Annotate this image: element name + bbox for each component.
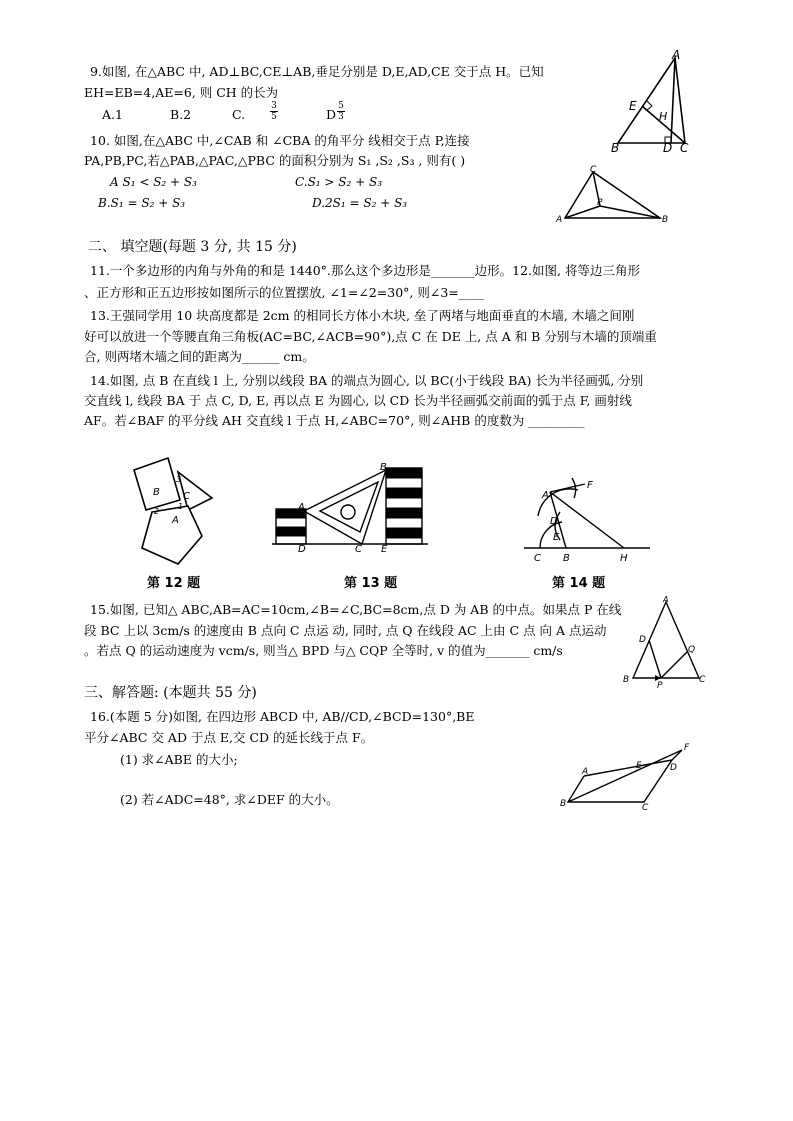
q16-sub1: (1) 求∠ABE 的大小;	[120, 752, 238, 767]
q10-option-d: D.2S₁ = S₂ + S₃	[312, 196, 408, 210]
q10-label-c: C	[590, 165, 597, 175]
q10-label-b: B	[662, 215, 669, 225]
q15-label-d: D	[639, 635, 646, 645]
q16-quadrilateral-figure	[556, 740, 696, 810]
q10-label-p: P	[597, 198, 603, 208]
q10-line1: 10. 如图,在△ABC 中,∠CAB 和 ∠CBA 的角平分 线相交于点 P,连接	[90, 133, 470, 148]
q14-label-e: E	[553, 532, 560, 543]
q10-line2: PA,PB,PC,若△PAB,△PAC,△PBC 的面积分别为 S₁ ,S₂ ,S₃ , 则有( )	[84, 153, 466, 168]
q11-line2: 、正方形和正五边形按如图所示的位置摆放, ∠1=∠2=30°, 则∠3=____	[84, 285, 484, 300]
caption-q12: 第 12 题	[147, 576, 201, 591]
q9-label-e: E	[629, 99, 637, 113]
q14-label-a: A	[542, 490, 549, 501]
q15-label-q: Q	[688, 645, 696, 655]
q13-line1: 13.王强同学用 10 块高度都是 2cm 的相同长方体小木块, 垒了两堵与地面垂直的木墙, 木墙之间刚	[90, 308, 635, 323]
q16-label-d: D	[670, 763, 677, 773]
q16-label-c: C	[642, 803, 649, 810]
q16-line2: 平分∠ABC 交 AD 于点 E,交 CD 的延长线于点 F。	[84, 730, 374, 745]
section-3-heading: 三、解答题: (本题共 55 分)	[84, 685, 257, 701]
caption-q14: 第 14 题	[552, 576, 606, 591]
q14-line2: 交直线 l, 线段 BA 于 点 C, D, E, 再以点 E 为圆心, 以 CD 长为半径画弧交前面的弧于点 F, 画射线	[84, 393, 632, 408]
q12-label-c: C	[183, 491, 190, 502]
q13-line3: 合, 则两堵木墙之间的距离为______ cm。	[84, 349, 315, 364]
q16-sub2: (2) 若∠ADC=48°, 求∠DEF 的大小。	[120, 792, 339, 807]
q15-label-b: B	[623, 675, 630, 685]
q16-label-f: F	[684, 743, 690, 753]
q13-label-e: E	[381, 544, 388, 555]
q13-walls-figure	[268, 458, 443, 558]
q9-label-b: B	[611, 141, 620, 155]
caption-q13: 第 13 题	[344, 576, 398, 591]
q9-option-c: C.	[232, 107, 246, 122]
q12-label-2: 2	[154, 507, 160, 516]
q16-label-a: A	[582, 767, 589, 777]
q15-label-a: A	[663, 595, 669, 604]
q14-line1: 14.如图, 点 B 在直线 l 上, 分别以线段 BA 的端点为圆心, 以 BC(小于线段 BA) 长为半径画弧, 分别	[90, 373, 644, 388]
q16-line1: 16.(本题 5 分)如图, 在四边形 ABCD 中, AB//CD,∠BCD=130°,BE	[90, 709, 475, 724]
q12-polygons-figure	[128, 452, 228, 572]
q11-line1: 11.一个多边形的内角与外角的和是 1440°.那么这个多边形是_______边形。12.如图, 将等边三角形	[90, 263, 640, 278]
section-2-heading: 二、 填空题(每题 3 分, 共 15 分)	[88, 239, 297, 255]
q14-construction-figure	[520, 474, 655, 570]
q10-label-a: A	[556, 215, 563, 225]
q9-label-h: H	[659, 110, 668, 123]
q14-label-c: C	[534, 553, 541, 564]
q10-option-a: A S₁ < S₂ + S₃	[110, 175, 197, 189]
q15-line3: 。若点 Q 的运动速度为 vcm/s, 则当△ BPD 与△ CQP 全等时, v 的值为_______ cm/s	[84, 643, 563, 658]
q12-label-3: 3	[176, 475, 182, 484]
q13-label-a: A	[298, 502, 305, 513]
q10-option-b: B.S₁ = S₂ + S₃	[98, 196, 186, 210]
q9-option-b: B.2	[170, 107, 192, 122]
q9-line1: 9.如图, 在△ABC 中, AD⊥BC,CE⊥AB,垂足分别是 D,E,AD,CE 交于点 H。已知	[90, 64, 544, 79]
q9-option-d: D	[326, 107, 337, 122]
q9-line2: EH=EB=4,AE=6, 则 CH 的长为	[84, 85, 279, 100]
q14-label-d: D	[550, 516, 558, 527]
q12-label-b: B	[153, 487, 160, 498]
q15-line1: 15.如图, 已知△ ABC,AB=AC=10cm,∠B=∠C,BC=8cm,点 D 为 AB 的中点。如果点 P 在线	[90, 602, 622, 617]
q9-triangle-figure	[605, 48, 695, 156]
q13-label-c: C	[355, 544, 362, 555]
q14-label-b: B	[563, 553, 570, 564]
q14-label-f: F	[587, 480, 593, 491]
q9-label-d: D	[663, 141, 673, 155]
q13-label-d: D	[298, 544, 306, 555]
q15-line2: 段 BC 上以 3cm/s 的速度由 B 点向 C 点运 动, 同时, 点 Q 在线段 AC 上由 C 点 向 A 点运动	[84, 623, 607, 638]
q15-label-p: P	[657, 681, 663, 690]
q12-label-1: 1	[178, 502, 184, 511]
q9-label-a: A	[672, 48, 681, 62]
q16-label-b: B	[560, 799, 567, 809]
q9-option-c-fraction: $\frac{3}{5}$	[271, 101, 277, 122]
q9-option-a: A.1	[102, 107, 123, 122]
q15-label-c: C	[699, 675, 706, 685]
q9-option-d-fraction: $\frac{5}{3}$	[338, 101, 344, 122]
q10-option-c: C.S₁ > S₂ + S₃	[295, 175, 383, 189]
q16-label-e: E	[636, 761, 642, 771]
q13-label-b: B	[380, 462, 387, 473]
q13-line2: 好可以放进一个等腰直角三角板(AC=BC,∠ACB=90°),点 C 在 DE 上, 点 A 和 B 分别与木墙的顶端重	[84, 329, 657, 344]
q9-label-c: C	[680, 141, 689, 155]
q10-triangle-figure	[553, 164, 673, 226]
q14-line3: AF。若∠BAF 的平分线 AH 交直线 l 于点 H,∠ABC=70°, 则∠AHB 的度数为 _________	[84, 413, 585, 428]
q15-triangle-figure	[619, 594, 709, 690]
q14-label-h: H	[620, 553, 628, 564]
q12-label-a: A	[172, 515, 179, 526]
